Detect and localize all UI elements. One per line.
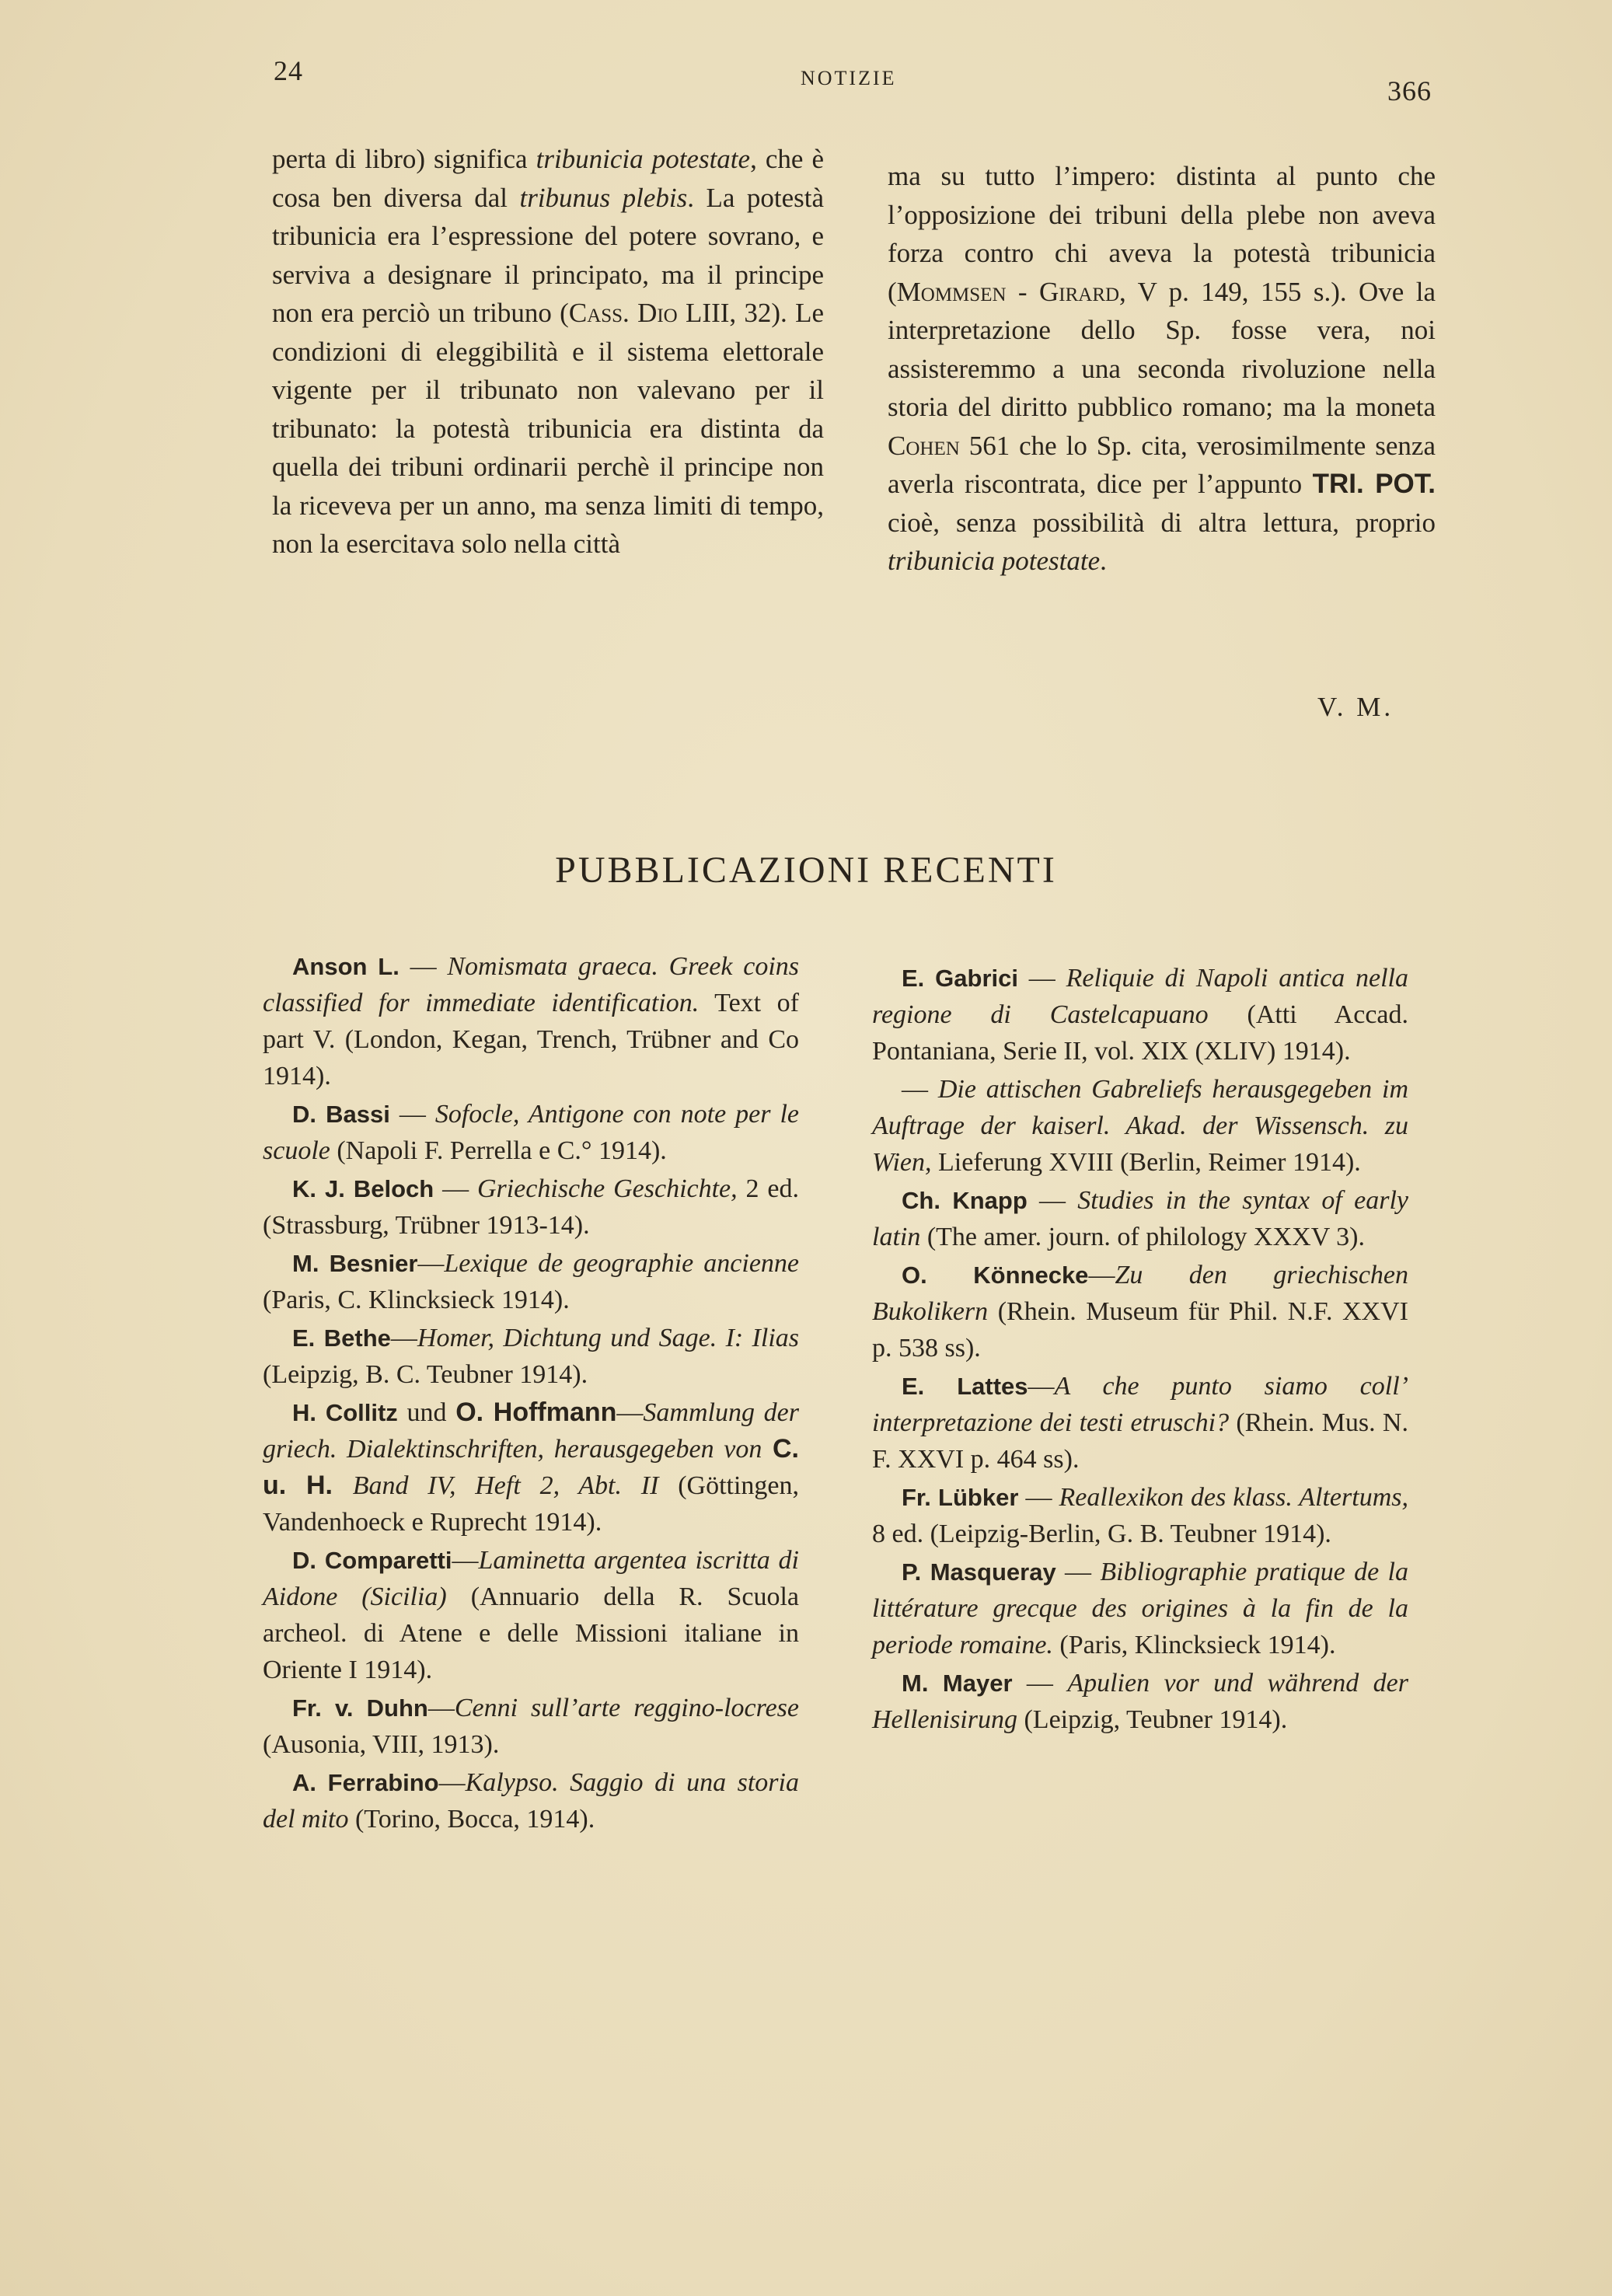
- bib-entry: E. Gabrici — Reliquie di Napoli antica nella regione di Castelcapuano (Atti Accad. Pontaniana, Serie II, vol. XIX (XLIV) 1914).: [872, 964, 1409, 1066]
- page-number-left: 24: [274, 55, 303, 86]
- bib-entry: O. Könnecke—Zu den griechischen Bukolikern (Rhein. Museum für Phil. N.F. XXVI p. 538 ss).: [872, 1261, 1409, 1363]
- bib-entry: — Die attischen Gabreliefs herausgegeben im Auftrage der kaiserl. Akad. der Wissensch. zu Wien, Lieferung XVIII (Berlin, Reimer 1914).: [872, 1075, 1408, 1177]
- bib-entry: E. Bethe—Homer, Dichtung und Sage. I: Ilias (Leipzig, B. C. Teubner 1914).: [263, 1324, 800, 1389]
- article-paragraph-right: ma su tutto l’impero: distinta al punto che l’opposizione dei tribuni della plebe non aveva forza contro chi aveva la potestà tribunicia (Mommsen - Girard, V p. 149, 155 s.). Ove la interpretazione dello Sp. fosse vera, noi assisteremmo a una seconda rivoluzione nella storia del diritto pubblico romano; ma la moneta Cohen 561 che lo Sp. cita, verosimilmente senza averla riscontrata, dice per l’appunto TRI. POT. cioè, senza possibilità di altra lettura, proprio tribunicia potestate.: [888, 161, 1436, 576]
- bibliography-column-left: [263, 948, 799, 1839]
- article-column-right: [888, 157, 1436, 581]
- bib-entry: H. Collitz und O. Hoffmann—Sammlung der griech. Dialektinschriften, herausgegeben von C. u. H. Band IV, Heft 2, Abt. II (Göttingen, Vandenhoeck e Ruprecht 1914).: [263, 1397, 800, 1537]
- section-title: PUBBLICAZIONI RECENTI: [555, 849, 1057, 891]
- running-head: NOTIZIE: [801, 67, 897, 89]
- bibliography-column-right: [872, 960, 1408, 1739]
- bib-entry: A. Ferrabino—Kalypso. Saggio di una storia del mito (Torino, Bocca, 1914).: [263, 1768, 799, 1834]
- bib-entry: M. Besnier—Lexique de geographie ancienne (Paris, C. Klincksieck 1914).: [263, 1249, 800, 1314]
- article-paragraph-left: perta di libro) significa tribunicia potestate, che è cosa ben diversa dal tribunus plebis. La potestà tribunicia era l’espressione del potere sovrano, e serviva a designare il principato, ma il principe non era perciò un tribuno (Cass. Dio LIII, 32). Le condizioni di eleggibilità e il sistema elettorale vigente per il tribunato non valevano per il tribunato: la potestà tribunicia era distinta da quella dei tribuni ordinarii perchè il principe non la riceveva per un anno, ma senza limiti di tempo, non la esercitava solo nella città: [272, 144, 825, 559]
- bib-entry: D. Bassi — Sofocle, Antigone con note per le scuole (Napoli F. Perrella e C.° 1914).: [263, 1100, 800, 1165]
- bib-entry: K. J. Beloch — Griechische Geschichte, 2 ed. (Strassburg, Trübner 1913-14).: [263, 1174, 800, 1240]
- article-signature: V. M.: [1317, 692, 1394, 722]
- bib-entry: M. Mayer — Apulien vor und während der Hellenisirung (Leipzig, Teubner 1914).: [872, 1669, 1408, 1734]
- bib-entry: P. Masqueray — Bibliographie pratique de la littérature grecque des origines à la fin de la periode romaine. (Paris, Klincksieck 1914).: [872, 1558, 1408, 1659]
- bib-entry: D. Comparetti—Laminetta argentea iscritta di Aidone (Sicilia) (Annuario della R. Scuola archeol. di Atene e delle Missioni italiane in Oriente I 1914).: [263, 1546, 800, 1684]
- bib-entry: Fr. Lübker — Reallexikon des klass. Altertums, 8 ed. (Leipzig-Berlin, G. B. Teubner 1914).: [872, 1483, 1408, 1548]
- bib-entry: Fr. v. Duhn—Cenni sull’arte reggino-locrese (Ausonia, VIII, 1913).: [263, 1694, 799, 1759]
- bib-entry: Anson L. — Nomismata graeca. Greek coins classified for immediate identification. Text of part V. (London, Kegan, Trench, Trübner and Co 1914).: [263, 952, 799, 1090]
- bib-entry: E. Lattes—A che punto siamo coll’ interpretazione dei testi etruschi? (Rhein. Mus. N. F. XXVI p. 464 ss).: [872, 1372, 1408, 1474]
- page-number-right: 366: [1387, 75, 1432, 106]
- article-column-left: [272, 140, 824, 564]
- bib-entry: Ch. Knapp — Studies in the syntax of early latin (The amer. journ. of philology XXXV 3).: [872, 1186, 1408, 1251]
